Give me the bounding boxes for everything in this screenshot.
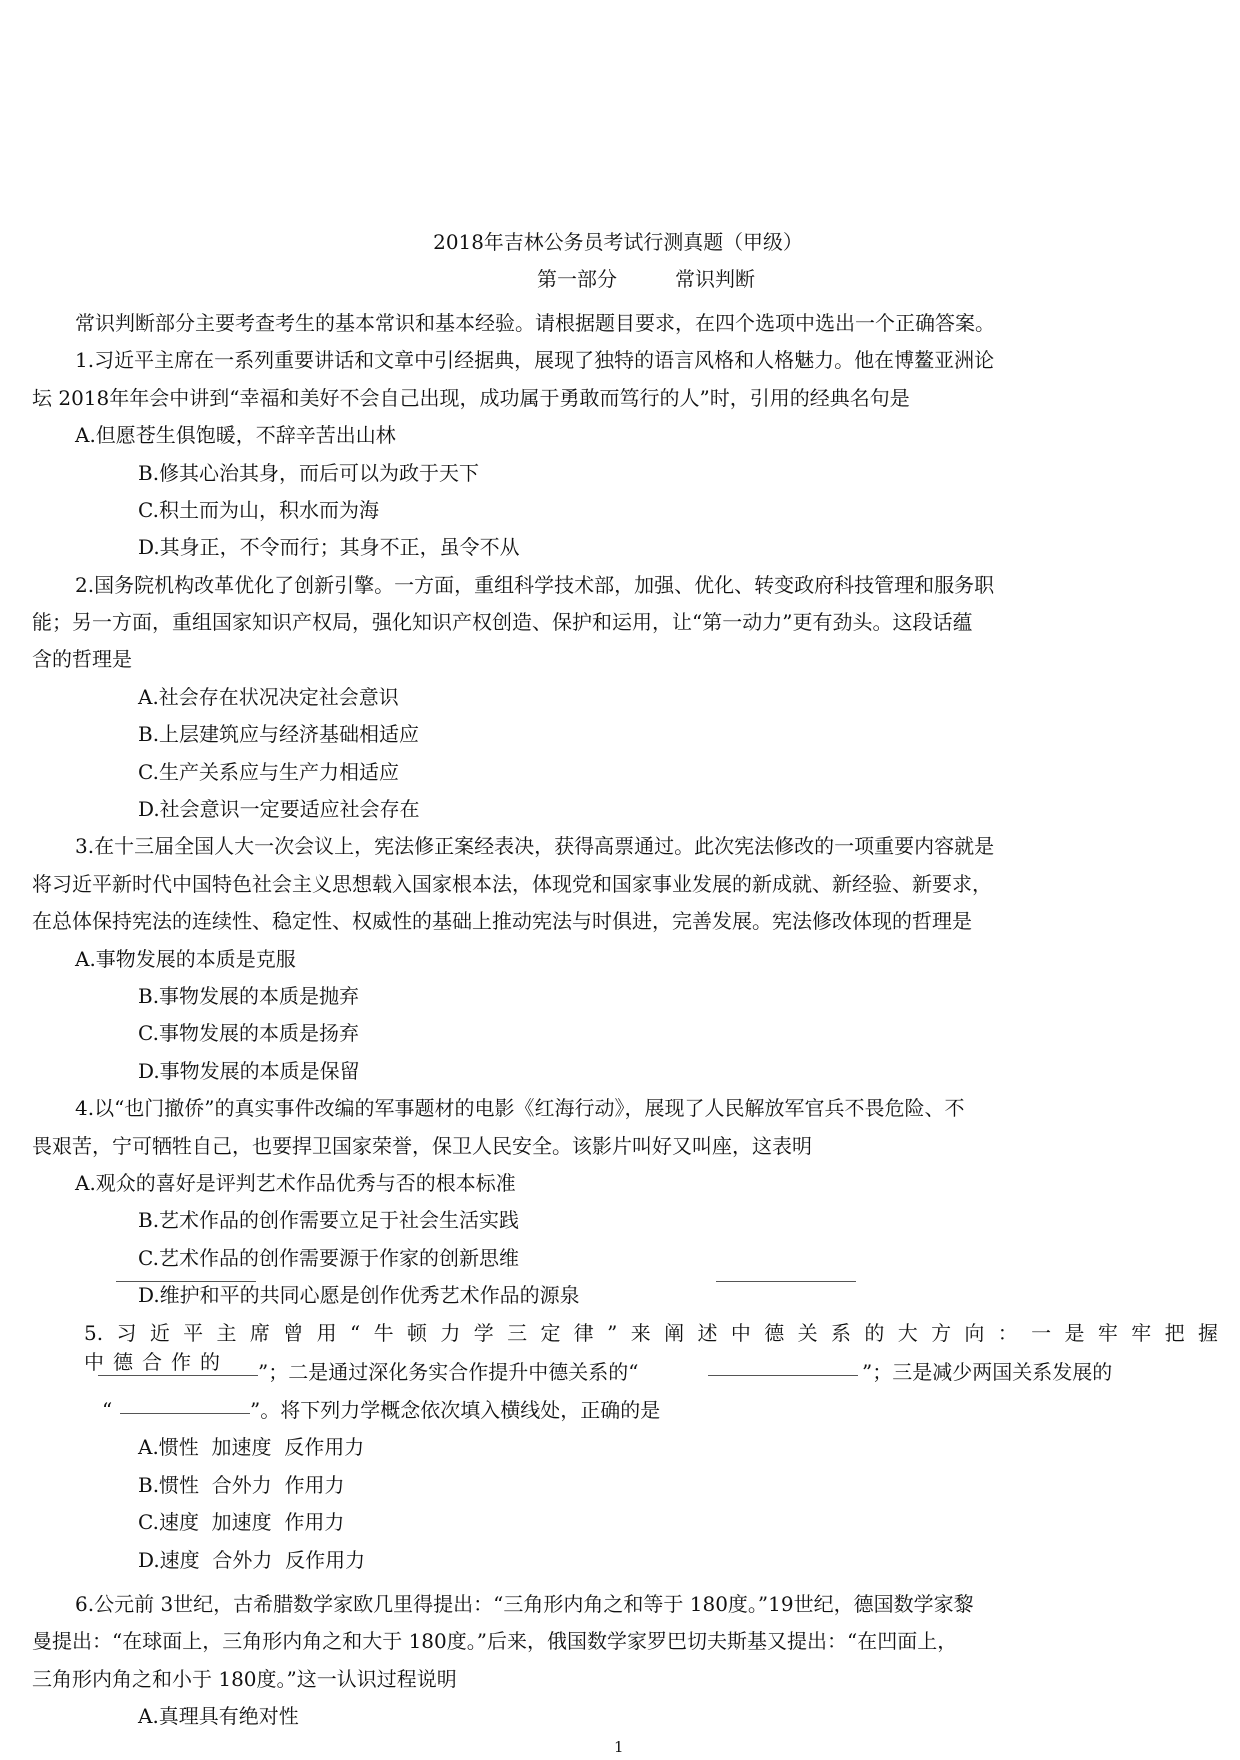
q4-option-c: C.艺术作品的创作需要源于作家的创新思维: [138, 1246, 519, 1270]
q2-option-d: D.社会意识一定要适应社会存在: [138, 797, 420, 821]
q5-blank-2: [708, 1375, 858, 1376]
q4-stem-line1: 4.以“也门撤侨”的真实事件改编的军事题材的电影《红海行动》，展现了人民解放军官兵不畏危险、不: [75, 1096, 965, 1120]
q1-stem-line2: 坛 2018年年会中讲到“幸福和美好不会自己出现，成功属于勇敢而笃行的人”时，引用的经典名句是: [32, 386, 910, 410]
q5-stem-line2-middle: ”；二是通过深化务实合作提升中德关系的“: [258, 1360, 639, 1384]
q5-option-c: C.速度 加速度 作用力: [138, 1510, 345, 1534]
q2-option-a: A.社会存在状况决定社会意识: [138, 685, 399, 709]
q4-option-a: A.观众的喜好是评判艺术作品优秀与否的根本标准: [75, 1171, 516, 1195]
q6-option-a: A.真理具有绝对性: [138, 1704, 299, 1728]
q1-option-a: A.但愿苍生俱饱暖，不辞辛苦出山林: [75, 423, 396, 447]
q3-option-d: D.事物发展的本质是保留: [138, 1059, 360, 1083]
q1-option-d: D.其身正，不令而行；其身不正，虽令不从: [138, 535, 520, 559]
q5-stem-line2-start: 中德合作的: [84, 1350, 229, 1374]
section-intro: 常识判断部分主要考查考生的基本常识和基本经验。请根据题目要求，在四个选项中选出一个正确答案。: [75, 311, 995, 335]
q3-option-a: A.事物发展的本质是克服: [75, 947, 296, 971]
q5-option-d: D.速度 合外力 反作用力: [138, 1548, 366, 1572]
q4-option-d: D.维护和平的共同心愿是创作优秀艺术作品的源泉: [138, 1283, 580, 1307]
q3-stem-line3: 在总体保持宪法的连续性、稳定性、权威性的基础上推动宪法与时俱进，完善发展。宪法修改体现的哲理是: [32, 909, 972, 933]
q2-option-c: C.生产关系应与生产力相适应: [138, 760, 399, 784]
q2-stem-line2: 能；另一方面，重组国家知识产权局，强化知识产权创造、保护和运用，让“第一动力”更有劲头。这段话蕴: [32, 610, 973, 634]
q6-stem-line3: 三角形内角之和小于 180度。”这一认识过程说明: [32, 1667, 457, 1691]
q3-stem-line2: 将习近平新时代中国特色社会主义思想载入国家根本法，体现党和国家事业发展的新成就、新经验、新要求，: [32, 872, 992, 896]
q5-stem-line3: ”。将下列力学概念依次填入横线处，正确的是: [250, 1398, 661, 1422]
page-number: 1: [614, 1738, 624, 1756]
q3-option-c: C.事物发展的本质是扬弃: [138, 1021, 359, 1045]
q2-stem-line1: 2.国务院机构改革优化了创新引擎。一方面，重组科学技术部，加强、优化、转变政府科技管理和服务职: [75, 573, 995, 597]
q2-option-b: B.上层建筑应与经济基础相适应: [138, 722, 420, 746]
exam-title: 2018年吉林公务员考试行测真题（甲级）: [433, 230, 803, 254]
q4-option-b: B.艺术作品的创作需要立足于社会生活实践: [138, 1208, 520, 1232]
q5-blank-1: [98, 1375, 258, 1376]
q1-option-b: B.修其心治其身，而后可以为政于天下: [138, 461, 480, 485]
q5-option-a: A.惯性 加速度 反作用力: [138, 1435, 365, 1459]
q3-option-b: B.事物发展的本质是抛弃: [138, 984, 360, 1008]
q6-stem-line2: 曼提出：“在球面上，三角形内角之和大于 180度。”后来，俄国数学家罗巴切夫斯基又提出：“在凹面上，: [32, 1629, 958, 1653]
q1-option-c: C.积土而为山，积水而为海: [138, 498, 379, 522]
q5-stem-line2-end: ”；三是减少两国关系发展的: [862, 1360, 1113, 1384]
q5-blank-3: [120, 1413, 250, 1414]
q2-stem-line3: 含的哲理是: [32, 647, 132, 671]
q5-stem-line3-quote: “: [102, 1398, 113, 1422]
stray-rule-right: [716, 1281, 856, 1282]
q3-stem-line1: 3.在十三届全国人大一次会议上，宪法修正案经表决，获得高票通过。此次宪法修改的一项重要内容就是: [75, 834, 995, 858]
part-name: 常识判断: [675, 267, 755, 291]
part-label: 第一部分: [537, 267, 617, 291]
q6-stem-line1: 6.公元前 3世纪，古希腊数学家欧几里得提出：“三角形内角之和等于 180度。”19世纪，德国数学家黎: [75, 1592, 974, 1616]
q4-stem-line2: 畏艰苦，宁可牺牲自己，也要捍卫国家荣誉，保卫人民安全。该影片叫好又叫座，这表明: [32, 1134, 812, 1158]
q5-stem-line1: 5.习近平主席曾用“牛顿力学三定律”来阐述中德关系的大方向：一是牢牢把握: [84, 1321, 1218, 1345]
q1-stem-line1: 1.习近平主席在一系列重要讲话和文章中引经据典，展现了独特的语言风格和人格魅力。他在博鳌亚洲论: [75, 348, 995, 372]
q5-option-b: B.惯性 合外力 作用力: [138, 1473, 345, 1497]
